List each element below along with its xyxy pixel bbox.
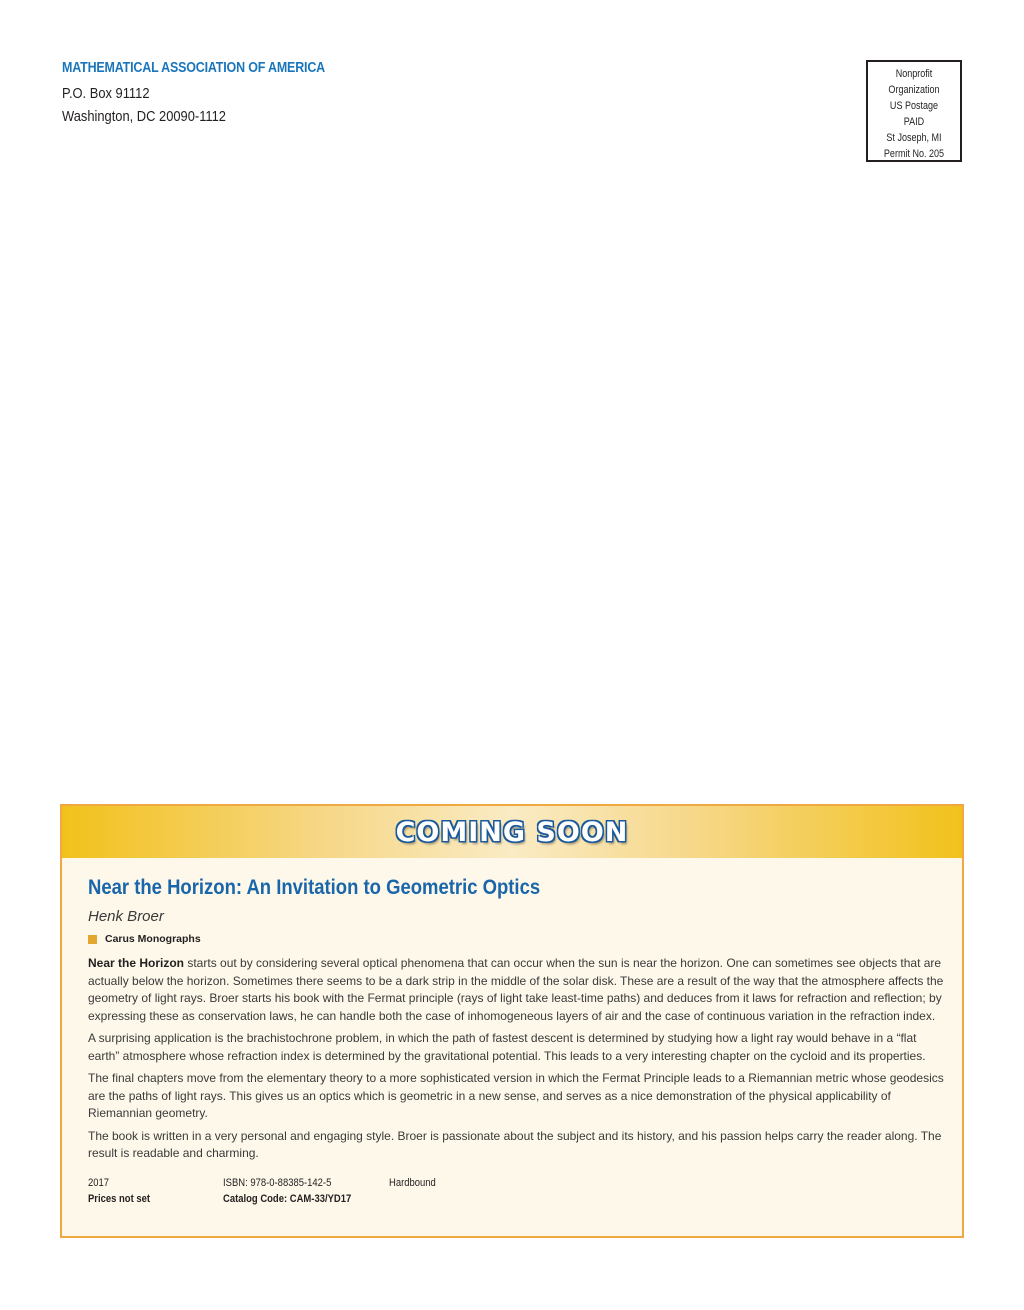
price-status: Prices not set [88,1192,151,1205]
description-paragraph [88,955,948,1025]
book-title: Near the Horizon: An Invitation to Geometric Optics [88,876,541,899]
description-lead: Near the Horizon [88,956,185,970]
address-line-1: P.O. Box 91112 [62,85,150,102]
square-bullet-icon [88,935,97,944]
book-promo-box [60,804,964,1238]
postage-line: Organization [888,84,940,96]
organization-name: MATHEMATICAL ASSOCIATION OF AMERICA [62,60,325,76]
binding: Hardbound [389,1176,436,1189]
postage-line: Nonprofit [895,68,933,80]
description-paragraph: The final chapters move from the elementary theory to a more sophisticated version in which the Fermat Principle leads to a Riemannian metric whose geodesics are the paths of light rays. This gives us an optics which is geometric in a new sense, and serves as a nice demonstration of the physical applicability of Riemannian geometry. [88,1071,944,1120]
description-paragraph: A surprising application is the brachistochrone problem, in which the path of fastest descent is determined by studying how a light ray would behave in a “flat earth” atmosphere whose refraction index is determined by the gravitational potential. This leads to a very interesting chapter on the cycloid and its properties. [88,1031,926,1063]
return-address [62,60,368,128]
postage-line: US Postage [889,100,939,112]
description-paragraph: The book is written in a very personal and engaging style. Broer is passionate about the subject and its history, and his passion helps carry the reader along. The result is readable and charming. [88,1128,942,1160]
postage-line: PAID [903,116,925,128]
postage-indicia [866,60,962,162]
address-line-2: Washington, DC 20090-1112 [62,108,226,125]
series-name: Carus Monographs [105,933,201,945]
promo-content [62,858,962,1207]
catalog-code: Catalog Code: CAM-33/YD17 [223,1192,352,1205]
isbn: ISBN: 978-0-88385-142-5 [223,1176,332,1189]
book-description [88,955,944,1163]
description-text: starts out by considering several optical phenomena that can occur when the sun is near the horizon. One can sometimes see objects that are actually below the horizon. Sometimes there seems to be a dark strip in the middle of the solar disk. These are a result of the way that the atmosphere affects the geometry of light rays. Broer starts his book with the Fermat principle (rays of light take least-time paths) and deduces from it laws for refraction and reflection; by expressing these as conservation laws, he can handle both the case of inhomogeneous layers of air and the case of continuous variation in the refraction index. [88,956,944,1023]
postage-line: St Joseph, MI [886,132,942,144]
series-line [88,933,936,945]
coming-soon-banner [62,806,962,858]
publication-year: 2017 [88,1176,110,1189]
postage-line: Permit No. 205 [883,148,945,160]
meta-spacer [389,1191,492,1207]
book-details [88,1175,936,1207]
banner-text: COMING SOON [395,816,629,848]
book-author: Henk Broer [88,908,164,925]
